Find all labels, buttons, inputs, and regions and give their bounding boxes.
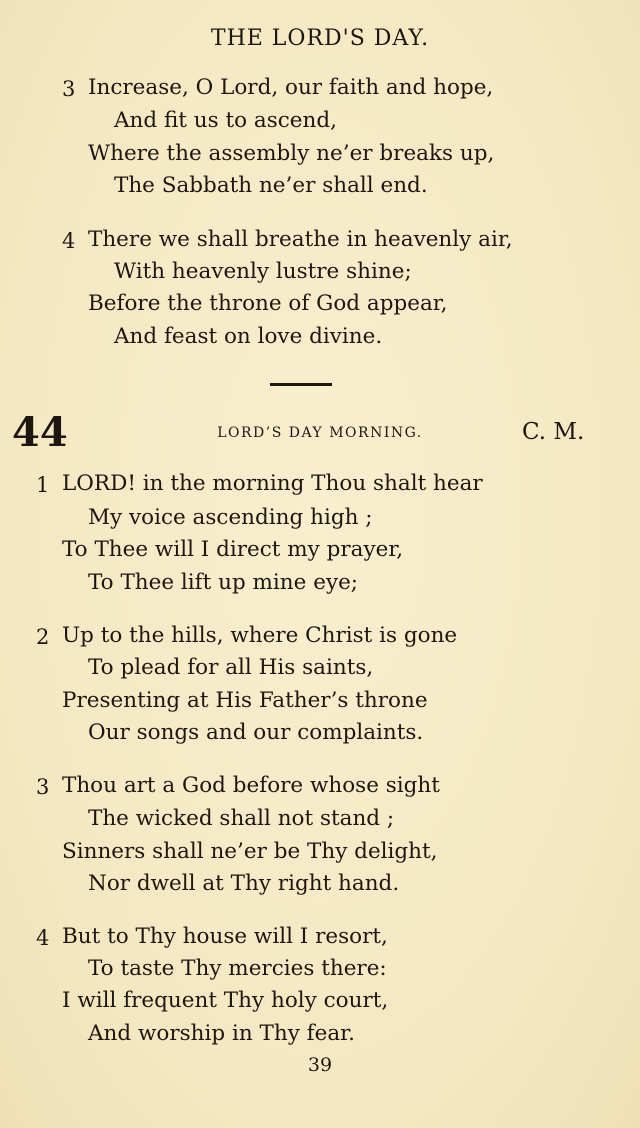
stanza-number: 4 bbox=[62, 229, 76, 253]
hymn-number: 44 bbox=[12, 409, 68, 456]
hymn-title: LORD’S DAY MORNING. bbox=[217, 425, 423, 441]
verse-line: And fit us to ascend, bbox=[114, 108, 337, 133]
section-rule bbox=[270, 383, 332, 386]
stanza-number: 2 bbox=[36, 625, 50, 649]
verse-line: But to Thy house will I resort, bbox=[62, 924, 388, 949]
verse-line: LORD! in the morning Thou shalt hear bbox=[62, 471, 483, 496]
verse-line: Increase, O Lord, our faith and hope, bbox=[88, 75, 494, 100]
verse-line: With heavenly lustre shine; bbox=[114, 259, 412, 284]
stanza-number: 4 bbox=[36, 926, 50, 950]
stanza-number: 3 bbox=[36, 775, 50, 799]
verse-line: The wicked shall not stand ; bbox=[88, 806, 395, 831]
verse-line: Presenting at His Father’s throne bbox=[62, 688, 428, 713]
verse-line: My voice ascending high ; bbox=[88, 505, 373, 530]
verse-line: There we shall breathe in heavenly air, bbox=[88, 227, 513, 252]
verse-line: Up to the hills, where Christ is gone bbox=[62, 623, 458, 648]
verse-line: To Thee lift up mine eye; bbox=[88, 570, 359, 595]
verse-line: I will frequent Thy holy court, bbox=[62, 988, 389, 1013]
verse-line: And feast on love divine. bbox=[114, 324, 383, 349]
verse-line: To taste Thy mercies there: bbox=[88, 956, 387, 981]
verse-line: Sinners shall ne’er be Thy delight, bbox=[62, 839, 438, 864]
verse-line: The Sabbath ne’er shall end. bbox=[114, 173, 428, 198]
verse-line: Before the throne of God appear, bbox=[88, 291, 448, 316]
verse-line: Where the assembly ne’er breaks up, bbox=[88, 141, 495, 166]
hymn-meter: C. M. bbox=[522, 419, 585, 445]
verse-line: Thou art a God before whose sight bbox=[62, 773, 440, 798]
stanza-number: 3 bbox=[62, 77, 76, 101]
stanza-number: 1 bbox=[36, 473, 50, 497]
verse-line: Nor dwell at Thy right hand. bbox=[88, 871, 400, 896]
verse-line: To Thee will I direct my prayer, bbox=[62, 537, 404, 562]
verse-line: To plead for all His saints, bbox=[88, 655, 374, 680]
running-head: THE LORD'S DAY. bbox=[210, 26, 430, 51]
page-number: 39 bbox=[307, 1054, 333, 1076]
verse-line: Our songs and our complaints. bbox=[88, 720, 424, 745]
verse-line: And worship in Thy fear. bbox=[88, 1021, 355, 1046]
